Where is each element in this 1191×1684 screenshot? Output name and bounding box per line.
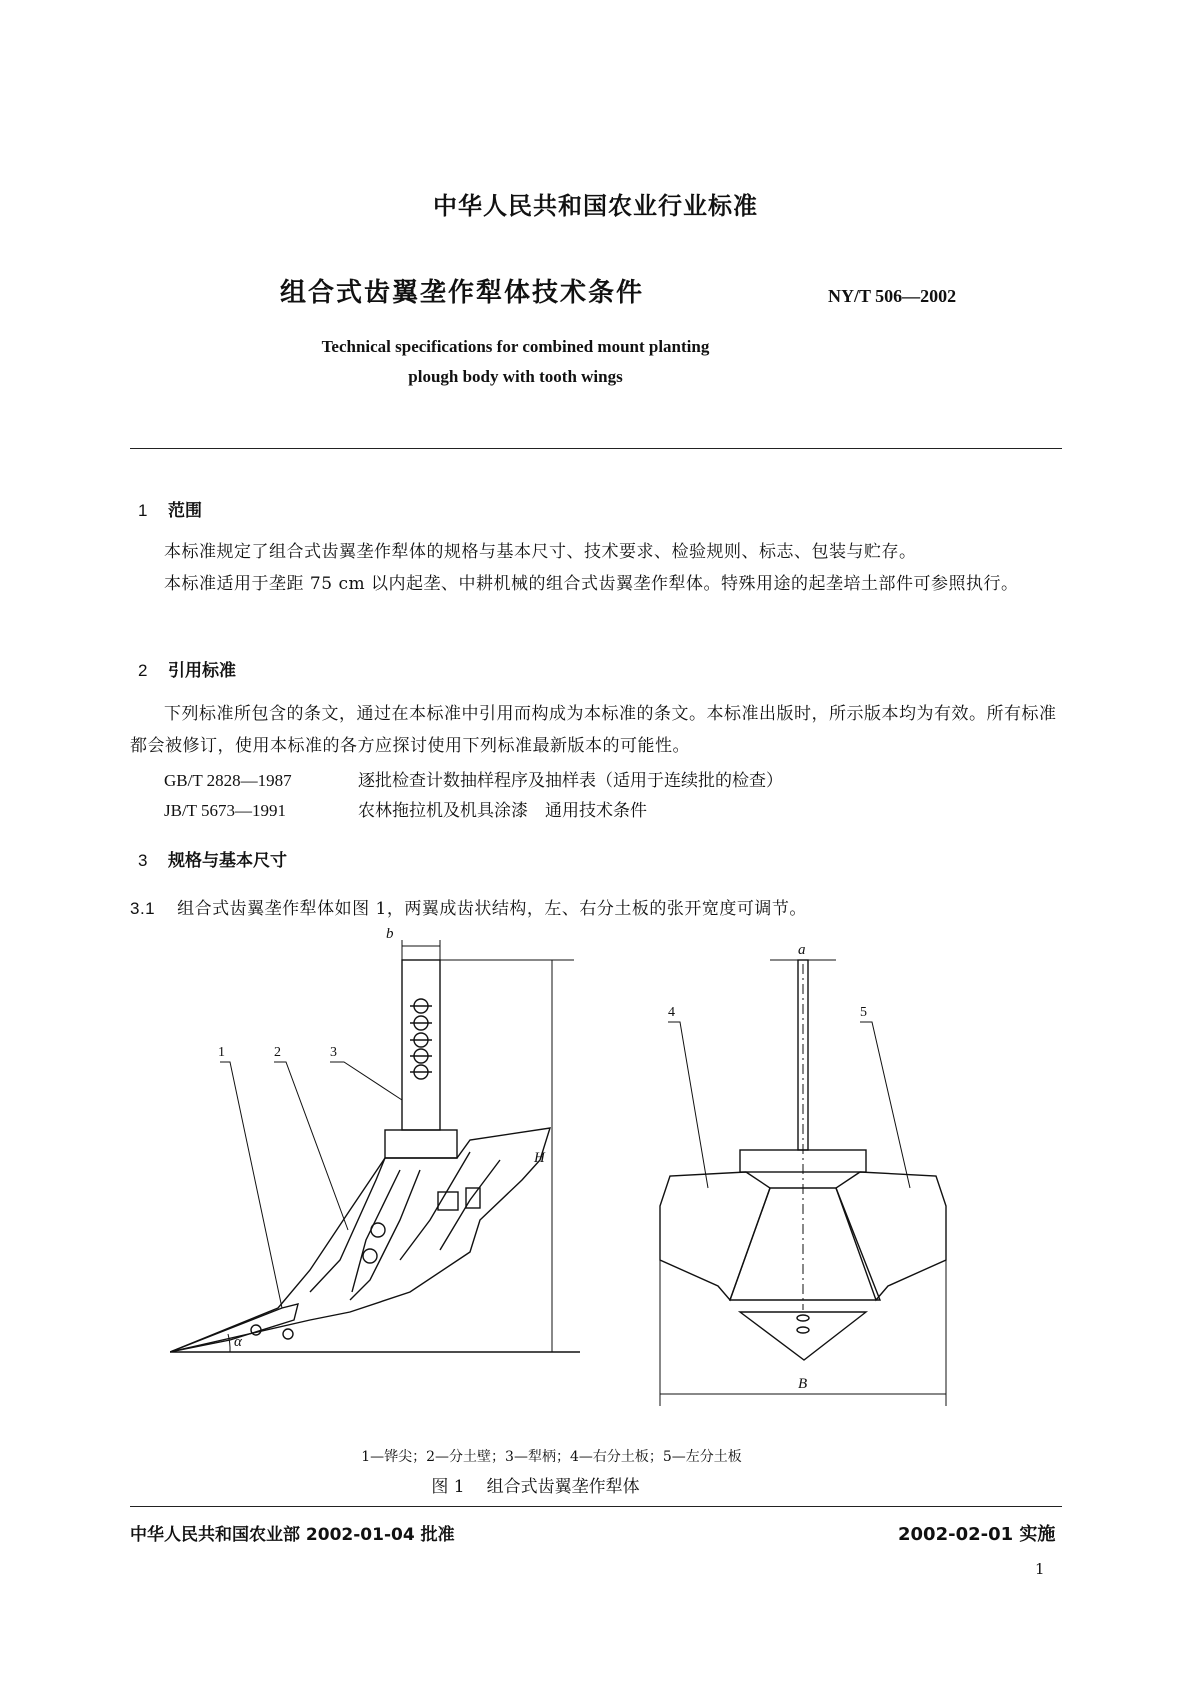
label-4: 4 xyxy=(668,1005,675,1020)
label-1: 1 xyxy=(218,1045,225,1060)
leader-3 xyxy=(330,1062,402,1100)
section-2-paragraph-1: 下列标准所包含的条文，通过在本标准中引用而构成为本标准的条文。本标准出版时，所示版本均为有效。所有标准都会被修订，使用本标准的各方应探讨使用下列标准最新版本的可能性。 xyxy=(130,704,1057,756)
section-1-heading xyxy=(138,496,202,521)
section-title: 引用标准 xyxy=(168,661,236,681)
page-number: 1 xyxy=(1035,1560,1045,1578)
section-3-heading xyxy=(138,846,287,871)
front-share xyxy=(740,1312,866,1360)
reference-code: JB/T 5673—1991 xyxy=(164,801,287,820)
english-title-line-1: Technical specifications for combined mount planting xyxy=(321,337,710,356)
section-number: 1 xyxy=(138,501,148,520)
reference-title: 农林拖拉机及机具涂漆 通用技术条件 xyxy=(358,801,647,821)
shank-holes xyxy=(410,999,432,1079)
clause-3-1 xyxy=(130,894,807,919)
label-width-b: B xyxy=(798,1376,808,1392)
document-title: 组合式齿翼垄作犁体技术条件 xyxy=(280,278,645,308)
issuing-organization: 中华人民共和国农业行业标准 xyxy=(433,192,758,220)
bolts xyxy=(251,1188,480,1339)
section-1-paragraph-2: 本标准适用于垄距 75 cm 以内起垄、中耕机械的组合式齿翼垄作犁体。特殊用途的起垄培土部件可参照执行。 xyxy=(164,574,1019,594)
figure-caption-number: 图 1 xyxy=(431,1477,465,1497)
leader-1 xyxy=(220,1062,282,1308)
label-b: b xyxy=(386,926,394,942)
reference-1 xyxy=(164,766,783,791)
label-a: a xyxy=(798,942,806,958)
label-h: H xyxy=(534,1150,545,1166)
moldboard-outline xyxy=(170,1128,550,1352)
section-number: 3 xyxy=(138,851,148,870)
reference-code: GB/T 2828—1987 xyxy=(164,771,292,790)
section-number: 2 xyxy=(138,661,148,680)
plough-shank xyxy=(402,960,440,1130)
english-title-line-2: plough body with tooth wings xyxy=(408,367,623,386)
standard-number: NY/T 506—2002 xyxy=(828,286,957,306)
section-title: 范围 xyxy=(168,501,202,521)
clause-text: 组合式齿翼垄作犁体如图 1，两翼成齿状结构，左、右分土板的张开宽度可调节。 xyxy=(177,899,807,919)
leader-5 xyxy=(860,1022,910,1188)
label-2: 2 xyxy=(274,1045,281,1060)
mount-block xyxy=(385,1130,457,1158)
figure-legend: 1—铧尖；2—分土壁；3—犁柄；4—右分土板；5—左分土板 xyxy=(361,1449,742,1465)
label-3: 3 xyxy=(330,1045,337,1060)
central-moldboard xyxy=(730,1188,880,1300)
header-divider xyxy=(130,448,1062,449)
footer-divider xyxy=(130,1506,1062,1507)
figure-1-drawing xyxy=(170,920,1050,1420)
figure-caption xyxy=(0,1472,1131,1497)
leader-2 xyxy=(274,1062,348,1230)
section-title: 规格与基本尺寸 xyxy=(168,851,287,871)
figure-caption-text: 组合式齿翼垄作犁体 xyxy=(486,1477,640,1497)
section-1-paragraph-1: 本标准规定了组合式齿翼垄作犁体的规格与基本尺寸、技术要求、检验规则、标志、包装与贮存。 xyxy=(164,542,917,562)
leader-4 xyxy=(668,1022,708,1188)
reference-2 xyxy=(164,796,647,821)
section-2-heading xyxy=(138,656,236,681)
left-plate xyxy=(836,1172,946,1300)
label-alpha: α xyxy=(234,1334,242,1350)
label-5: 5 xyxy=(860,1005,867,1020)
reference-title: 逐批检查计数抽样程序及抽样表（适用于连续批的检查） xyxy=(358,771,783,791)
implementation-date: 2002-02-01 实施 xyxy=(898,1524,1056,1545)
clause-number: 3.1 xyxy=(130,899,156,918)
approval-line: 中华人民共和国农业部 2002-01-04 批准 xyxy=(130,1525,455,1545)
